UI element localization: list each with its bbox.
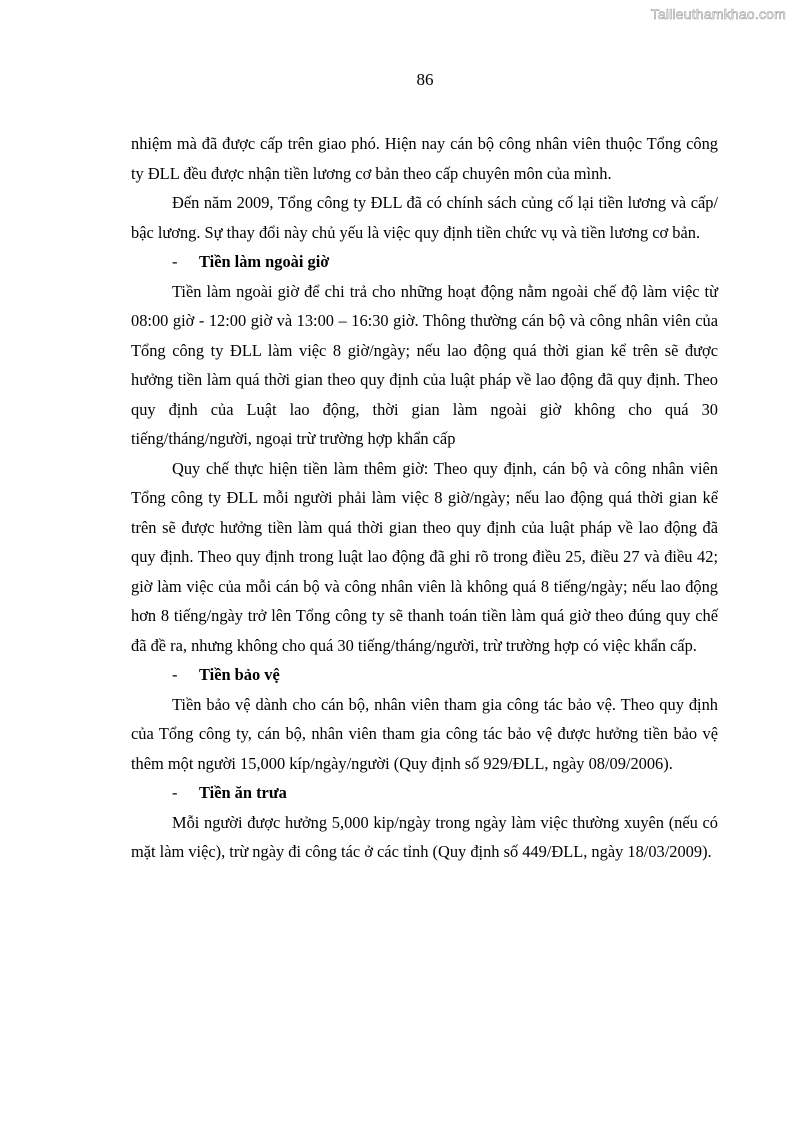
paragraph: Đến năm 2009, Tổng công ty ĐLL đã có chính sách củng cố lại tiền lương và cấp/ bậc lương. Sự thay đổi này chủ yếu là việc quy định tiền chức vụ và tiền lương cơ bản. [131, 193, 718, 242]
heading-text: Tiền bảo vệ [199, 665, 280, 684]
watermark: Tailieuthamkhao.com [650, 6, 786, 22]
heading-dash: - [172, 665, 178, 684]
paragraph: nhiệm mà đã được cấp trên giao phó. Hiện nay cán bộ công nhân viên thuộc Tổng công ty ĐLL đều được nhận tiền lương cơ bản theo cấp chuyên môn của mình. [131, 134, 718, 183]
heading-text: Tiền ăn trưa [199, 783, 287, 802]
heading-text: Tiền làm ngoài giờ [199, 252, 330, 271]
document-body [131, 129, 718, 867]
section-heading [131, 778, 718, 808]
paragraph: Tiền làm ngoài giờ để chi trả cho những hoạt động nằm ngoài chế độ làm việc từ 08:00 giờ - 12:00 giờ và 13:00 – 16:30 giờ. Thông thường cán bộ và công nhân viên của Tổng công ty ĐLL làm việc 8 giờ/ngày; nếu lao động quá thời gian kể trên sẽ được hưởng tiền làm quá thời gian theo quy định của luật pháp về lao động đã quy định. Theo quy định của Luật lao động, thời gian làm ngoài giờ không cho quá 30 tiếng/tháng/người, ngoại trừ trường hợp khẩn cấp [131, 281, 718, 448]
section-heading [131, 660, 718, 690]
paragraph: Mỗi người được hưởng 5,000 kip/ngày trong ngày làm việc thường xuyên (nếu có mặt làm việc), trừ ngày đi công tác ở các tỉnh (Quy định số 449/ĐLL, ngày 18/03/2009). [131, 812, 718, 861]
paragraph: Tiền bảo vệ dành cho cán bộ, nhân viên tham gia công tác bảo vệ. Theo quy định của Tổng công ty, cán bộ, nhân viên tham gia công tác bảo vệ được hưởng tiền bảo vệ thêm một người 15,000 kíp/ngày/người (Quy định số 929/ĐLL, ngày 08/09/2006). [131, 694, 718, 773]
heading-dash: - [172, 783, 178, 802]
paragraph: Quy chế thực hiện tiền làm thêm giờ: Theo quy định, cán bộ và công nhân viên Tổng công ty ĐLL mỗi người phải làm việc 8 giờ/ngày; nếu lao động quá thời gian kể trên sẽ được hưởng tiền làm quá thời gian theo quy định của luật pháp về lao động đã quy định. Theo quy định trong luật lao động đã ghi rõ trong điều 25, điều 27 và điều 42; giờ làm việc của mỗi cán bộ và công nhân viên là không quá 8 tiếng/ngày; nếu lao động hơn 8 tiếng/ngày trở lên Tổng công ty sẽ thanh toán tiền làm quá giờ theo đúng quy chế đã đề ra, nhưng không cho quá 30 tiếng/tháng/người, trừ trường hợp có việc khẩn cấp. [131, 458, 718, 655]
heading-dash: - [172, 252, 178, 271]
page-number: 86 [416, 70, 434, 89]
section-heading [131, 247, 718, 277]
